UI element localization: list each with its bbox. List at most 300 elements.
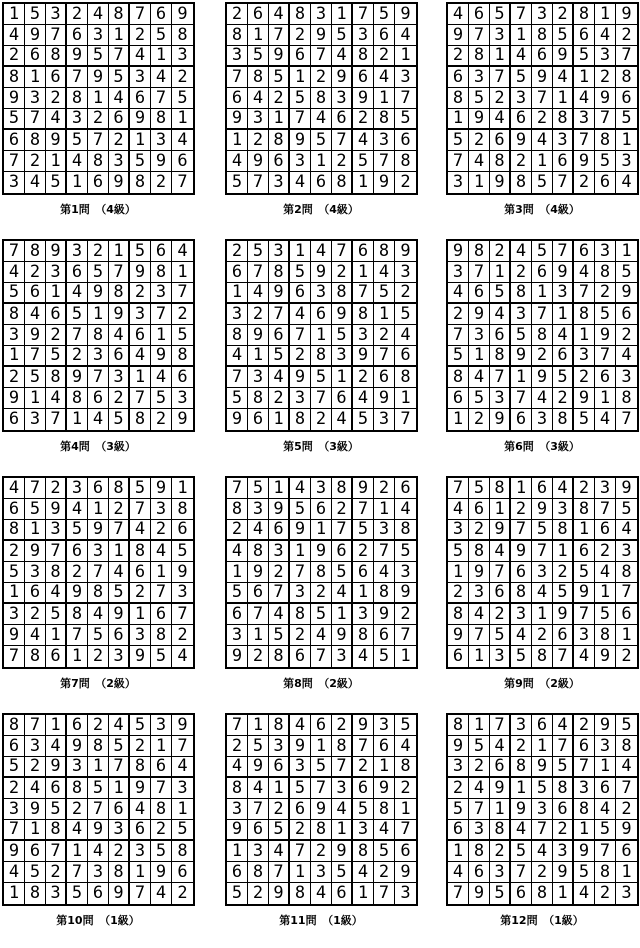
sudoku-cell: 3 [511,604,532,625]
sudoku-cell: 8 [374,583,395,604]
sudoku-cell: 2 [395,778,416,799]
sudoku-cell: 9 [490,172,511,193]
sudoku-cell: 2 [469,757,490,778]
sudoku-cell: 7 [395,820,416,841]
puzzle-caption: 第7問 （2級） [60,677,136,690]
sudoku-cell: 5 [109,409,130,430]
sudoku-cell: 6 [88,478,109,499]
sudoku-cell: 6 [25,46,46,67]
sudoku-cell: 7 [332,130,353,151]
sudoku-cell: 3 [46,883,67,904]
sudoku-cell: 9 [448,625,469,646]
sudoku-cell: 9 [290,367,311,388]
sudoku-cell: 3 [269,541,290,562]
sudoku-cell: 1 [290,67,311,88]
sudoku-cell: 9 [553,604,574,625]
sudoku-cell: 2 [400,172,411,192]
sudoku-cell: 2 [532,346,553,367]
sudoku-cell: 5 [88,778,109,799]
sudoku-cell: 9 [616,820,637,841]
sudoku-cell: 9 [553,46,574,67]
sudoku-cell: 3 [227,799,248,820]
sudoku-cell: 2 [88,715,109,736]
sudoku-cell: 5 [4,757,25,778]
sudoku-cell: 2 [290,820,311,841]
sudoku-cell: 1 [151,46,172,67]
sudoku-cell: 4 [595,409,616,430]
sudoku-cell: 2 [269,88,290,109]
sudoku-cell: 9 [574,388,595,409]
sudoku-cell: 8 [25,130,46,151]
sudoku-cell: 9 [574,151,595,172]
sudoku-cell: 2 [269,799,290,820]
sudoku-cell: 8 [532,883,553,904]
sudoku-cell: 6 [374,25,395,46]
sudoku-cell: 3 [395,67,416,88]
sudoku-cell: 2 [130,583,151,604]
sudoku-cell: 3 [269,736,290,757]
sudoku-cell: 7 [67,67,88,88]
sudoku-cell: 6 [490,130,511,151]
sudoku-cell: 1 [553,883,574,904]
sudoku-cell: 1 [395,46,416,67]
sudoku-cell: 8 [374,241,395,262]
sudoku-cell: 7 [311,646,332,667]
sudoku-cell: 2 [469,520,490,541]
sudoku-cell: 7 [616,583,637,604]
sudoku-cell: 7 [511,388,532,409]
sudoku-cell: 3 [4,172,25,193]
sudoku-cell: 3 [109,151,130,172]
sudoku-cell: 4 [532,388,553,409]
sudoku-cell: 4 [46,736,67,757]
sudoku-cell: 6 [109,799,130,820]
sudoku-cell: 7 [490,715,511,736]
sudoku-cell: 2 [46,862,67,883]
sudoku-cell: 8 [88,151,109,172]
sudoku-cell: 5 [290,499,311,520]
sudoku-cell: 8 [130,541,151,562]
puzzle-9 [446,476,638,689]
sudoku-cell: 1 [400,646,411,666]
sudoku-cell: 7 [553,646,574,667]
sudoku-cell: 6 [374,625,395,646]
sudoku-cell: 1 [574,67,595,88]
sudoku-cell: 7 [269,862,290,883]
sudoku-cell: 3 [172,46,193,67]
sudoku-cell: 7 [490,67,511,88]
sudoku-cell: 9 [130,262,151,283]
sudoku-cell: 1 [290,541,311,562]
sudoku-cell: 8 [574,799,595,820]
sudoku-cell: 3 [290,757,311,778]
sudoku-cell: 8 [395,757,416,778]
sudoku-cell: 2 [574,478,595,499]
sudoku-cell: 4 [511,625,532,646]
sudoku-cell: 4 [374,67,395,88]
sudoku-cell: 3 [395,562,416,583]
sudoku-cell: 1 [109,778,130,799]
sudoku-cell: 7 [532,304,553,325]
sudoku-cell: 9 [374,778,395,799]
sudoku-cell: 4 [574,262,595,283]
sudoku-cell: 3 [448,757,469,778]
sudoku-cell: 1 [25,820,46,841]
sudoku-cell: 1 [332,4,353,25]
sudoku-cell: 5 [332,325,353,346]
sudoku-cell: 1 [67,841,88,862]
sudoku-cell: 2 [109,841,130,862]
sudoku-cell: 8 [269,130,290,151]
sudoku-cell: 7 [353,499,374,520]
sudoku-cell: 3 [151,130,172,151]
sudoku-cell: 6 [532,262,553,283]
sudoku-cell: 9 [4,388,25,409]
sudoku-cell: 1 [490,799,511,820]
sudoku-cell: 5 [511,646,532,667]
sudoku-cell: 8 [616,67,637,88]
sudoku-cell: 7 [248,262,269,283]
sudoku-cell: 6 [25,283,46,304]
puzzle-caption: 第10問 （1級） [56,914,140,927]
sudoku-cell: 7 [25,715,46,736]
sudoku-cell: 3 [248,499,269,520]
puzzle-4 [2,239,194,452]
sudoku-cell: 4 [290,304,311,325]
sudoku-cell: 2 [88,241,109,262]
sudoku-cell: 3 [290,583,311,604]
sudoku-cell: 6 [353,562,374,583]
sudoku-cell: 9 [172,715,193,736]
sudoku-cell: 1 [595,583,616,604]
sudoku-cell: 1 [88,304,109,325]
sudoku-cell: 6 [511,109,532,130]
sudoku-cell: 7 [109,520,130,541]
sudoku-cell: 9 [553,862,574,883]
sudoku-cell: 9 [4,841,25,862]
sudoku-cell: 9 [88,283,109,304]
sudoku-cell: 1 [311,520,332,541]
sudoku-cell: 8 [469,241,490,262]
sudoku-cell: 6 [616,841,637,862]
sudoku-cell: 7 [574,757,595,778]
sudoku-cell: 5 [109,67,130,88]
sudoku-cell: 8 [248,388,269,409]
sudoku-cell: 1 [374,499,395,520]
sudoku-cell: 6 [595,172,616,193]
sudoku-cell: 3 [248,109,269,130]
sudoku-cell: 5 [4,109,25,130]
sudoku-cell: 7 [227,715,248,736]
sudoku-cell: 6 [227,262,248,283]
sudoku-cell: 8 [172,25,193,46]
sudoku-cell: 7 [130,388,151,409]
sudoku-cell: 7 [67,625,88,646]
sudoku-cell: 9 [395,862,416,883]
sudoku-cell: 2 [88,646,109,667]
sudoku-cell: 2 [227,736,248,757]
sudoku-cell: 4 [4,478,25,499]
sudoku-cell: 3 [353,325,374,346]
sudoku-cell: 1 [448,409,469,430]
sudoku-cell: 4 [227,151,248,172]
sudoku-cell: 7 [172,604,193,625]
sudoku-cell: 6 [151,757,172,778]
sudoku-cell: 4 [109,88,130,109]
sudoku-cell: 7 [248,604,269,625]
sudoku-cell: 3 [88,541,109,562]
sudoku-cell: 4 [227,757,248,778]
sudoku-cell: 2 [448,583,469,604]
sudoku-cell: 3 [290,388,311,409]
sudoku-cell: 7 [374,883,395,904]
sudoku-cell: 2 [177,883,188,903]
sudoku-cell: 5 [227,172,248,193]
sudoku-cell: 4 [172,757,193,778]
puzzle-3 [446,2,638,215]
sudoku-cell: 5 [172,541,193,562]
sudoku-cell: 4 [269,604,290,625]
sudoku-cell: 9 [172,562,193,583]
sudoku-cell: 6 [290,46,311,67]
sudoku-cell: 1 [67,172,88,193]
sudoku-cell: 8 [130,172,151,193]
sudoku-cell: 2 [469,130,490,151]
sudoku-cell: 8 [395,151,416,172]
sudoku-cell: 3 [532,562,553,583]
sudoku-cell: 4 [311,883,332,904]
sudoku-cell: 1 [227,283,248,304]
sudoku-cell: 5 [88,262,109,283]
sudoku-cell: 2 [553,820,574,841]
sudoku-cell: 1 [490,499,511,520]
sudoku-cell: 1 [553,88,574,109]
sudoku-cell: 2 [395,283,416,304]
sudoku-cell: 6 [151,4,172,25]
sudoku-cell: 7 [109,46,130,67]
sudoku-cell: 8 [227,25,248,46]
sudoku-cell: 3 [67,478,88,499]
sudoku-cell: 3 [25,736,46,757]
sudoku-cell: 8 [553,520,574,541]
sudoku-cell: 9 [553,262,574,283]
sudoku-cell: 8 [616,736,637,757]
puzzle-caption: 第5問 （3級） [283,440,359,453]
sudoku-cell: 9 [332,67,353,88]
sudoku-cell: 8 [130,757,151,778]
sudoku-cell: 5 [595,304,616,325]
sudoku-cell: 4 [46,109,67,130]
sudoku-cell: 7 [290,109,311,130]
sudoku-cell: 3 [269,172,290,193]
puzzle-caption: 第11問 （1級） [279,914,363,927]
sudoku-cell: 5 [151,646,172,667]
sudoku-cell: 7 [46,25,67,46]
sudoku-cell: 6 [290,646,311,667]
sudoku-cell: 4 [595,25,616,46]
sudoku-cell: 2 [595,541,616,562]
sudoku-cell: 5 [616,109,637,130]
sudoku-cell: 9 [490,520,511,541]
sudoku-cell: 4 [553,715,574,736]
sudoku-cell: 1 [227,841,248,862]
sudoku-grid [2,239,195,432]
sudoku-cell: 7 [311,778,332,799]
puzzle-caption: 第9問 （2級） [504,677,580,690]
sudoku-cell: 3 [469,325,490,346]
sudoku-cell: 3 [311,4,332,25]
sudoku-cell: 5 [227,583,248,604]
sudoku-cell: 4 [151,67,172,88]
puzzle-11 [225,713,417,926]
sudoku-cell: 4 [448,4,469,25]
sudoku-cell: 1 [227,562,248,583]
sudoku-cell: 6 [88,388,109,409]
sudoku-cell: 1 [4,583,25,604]
sudoku-cell: 2 [151,820,172,841]
sudoku-cell: 4 [532,583,553,604]
sudoku-cell: 7 [621,409,632,429]
sudoku-cell: 6 [46,646,67,667]
sudoku-cell: 9 [595,646,616,667]
sudoku-cell: 8 [4,715,25,736]
sudoku-cell: 6 [332,388,353,409]
sudoku-cell: 6 [67,25,88,46]
sudoku-cell: 8 [511,283,532,304]
sudoku-cell: 9 [311,541,332,562]
sudoku-cell: 3 [469,583,490,604]
sudoku-cell: 1 [269,109,290,130]
sudoku-cell: 8 [4,304,25,325]
sudoku-cell: 8 [88,736,109,757]
sudoku-cell: 5 [532,241,553,262]
sudoku-cell: 5 [532,520,553,541]
sudoku-cell: 2 [67,4,88,25]
sudoku-cell: 2 [490,841,511,862]
sudoku-cell: 8 [511,172,532,193]
sudoku-cell: 7 [532,541,553,562]
sudoku-cell: 2 [151,172,172,193]
sudoku-cell: 1 [595,388,616,409]
sudoku-cell: 8 [448,715,469,736]
sudoku-cell: 6 [574,736,595,757]
sudoku-cell: 6 [595,520,616,541]
sudoku-cell: 2 [553,388,574,409]
sudoku-cell: 1 [269,409,290,430]
sudoku-cell: 2 [595,283,616,304]
sudoku-cell: 2 [227,520,248,541]
sudoku-cell: 4 [88,409,109,430]
sudoku-cell: 9 [109,172,130,193]
sudoku-cell: 6 [353,241,374,262]
sudoku-cell: 7 [448,883,469,904]
sudoku-cell: 2 [109,499,130,520]
sudoku-cell: 1 [130,130,151,151]
sudoku-cell: 5 [332,25,353,46]
sudoku-cell: 5 [395,715,416,736]
sudoku-cell: 6 [172,151,193,172]
sudoku-cell: 3 [151,283,172,304]
sudoku-cell: 8 [490,478,511,499]
sudoku-cell: 5 [553,757,574,778]
sudoku-cell: 2 [46,325,67,346]
sudoku-cell: 7 [511,520,532,541]
sudoku-cell: 4 [227,541,248,562]
sudoku-cell: 5 [290,262,311,283]
sudoku-cell: 1 [248,346,269,367]
sudoku-cell: 7 [469,25,490,46]
sudoku-cell: 1 [353,583,374,604]
sudoku-cell: 2 [248,646,269,667]
sudoku-cell: 1 [151,325,172,346]
sudoku-cell: 9 [311,799,332,820]
sudoku-cell: 9 [177,409,188,429]
sudoku-cell: 1 [353,262,374,283]
sudoku-cell: 1 [290,862,311,883]
sudoku-cell: 8 [46,820,67,841]
puzzle-5 [225,239,417,452]
sudoku-cell: 8 [553,109,574,130]
sudoku-cell: 2 [4,46,25,67]
puzzle-caption: 第2問 （4級） [283,203,359,216]
sudoku-cell: 5 [374,283,395,304]
sudoku-cell: 2 [25,604,46,625]
sudoku-cell: 1 [248,625,269,646]
sudoku-cell: 4 [130,799,151,820]
sudoku-cell: 1 [88,88,109,109]
sudoku-cell: 9 [311,262,332,283]
sudoku-cell: 9 [469,304,490,325]
sudoku-cell: 9 [574,583,595,604]
sudoku-cell: 8 [574,499,595,520]
puzzle-caption: 第4問 （3級） [60,440,136,453]
sudoku-cell: 7 [290,325,311,346]
sudoku-cell: 4 [511,241,532,262]
sudoku-cell: 6 [46,778,67,799]
sudoku-cell: 2 [395,604,416,625]
sudoku-cell: 6 [248,409,269,430]
sudoku-cell: 5 [290,88,311,109]
sudoku-cell: 3 [553,841,574,862]
sudoku-cell: 8 [269,262,290,283]
sudoku-cell: 9 [88,67,109,88]
sudoku-cell: 8 [469,46,490,67]
sudoku-cell: 7 [25,109,46,130]
sudoku-cell: 6 [469,499,490,520]
sudoku-cell: 2 [595,67,616,88]
sudoku-cell: 2 [621,646,632,666]
sudoku-cell: 4 [448,862,469,883]
sudoku-cell: 3 [311,283,332,304]
sudoku-cell: 7 [532,88,553,109]
sudoku-cell: 6 [511,883,532,904]
sudoku-cell: 6 [25,841,46,862]
sudoku-cell: 2 [130,25,151,46]
sudoku-cell: 1 [290,241,311,262]
puzzle-8 [225,476,417,689]
sudoku-cell: 8 [595,625,616,646]
sudoku-cell: 6 [4,499,25,520]
sudoku-cell: 8 [109,4,130,25]
sudoku-cell: 5 [448,346,469,367]
sudoku-cell: 4 [353,388,374,409]
sudoku-cell: 8 [46,46,67,67]
sudoku-cell: 2 [469,409,490,430]
sudoku-cell: 2 [353,367,374,388]
sudoku-cell: 1 [469,346,490,367]
sudoku-cell: 9 [595,715,616,736]
sudoku-cell: 4 [151,541,172,562]
